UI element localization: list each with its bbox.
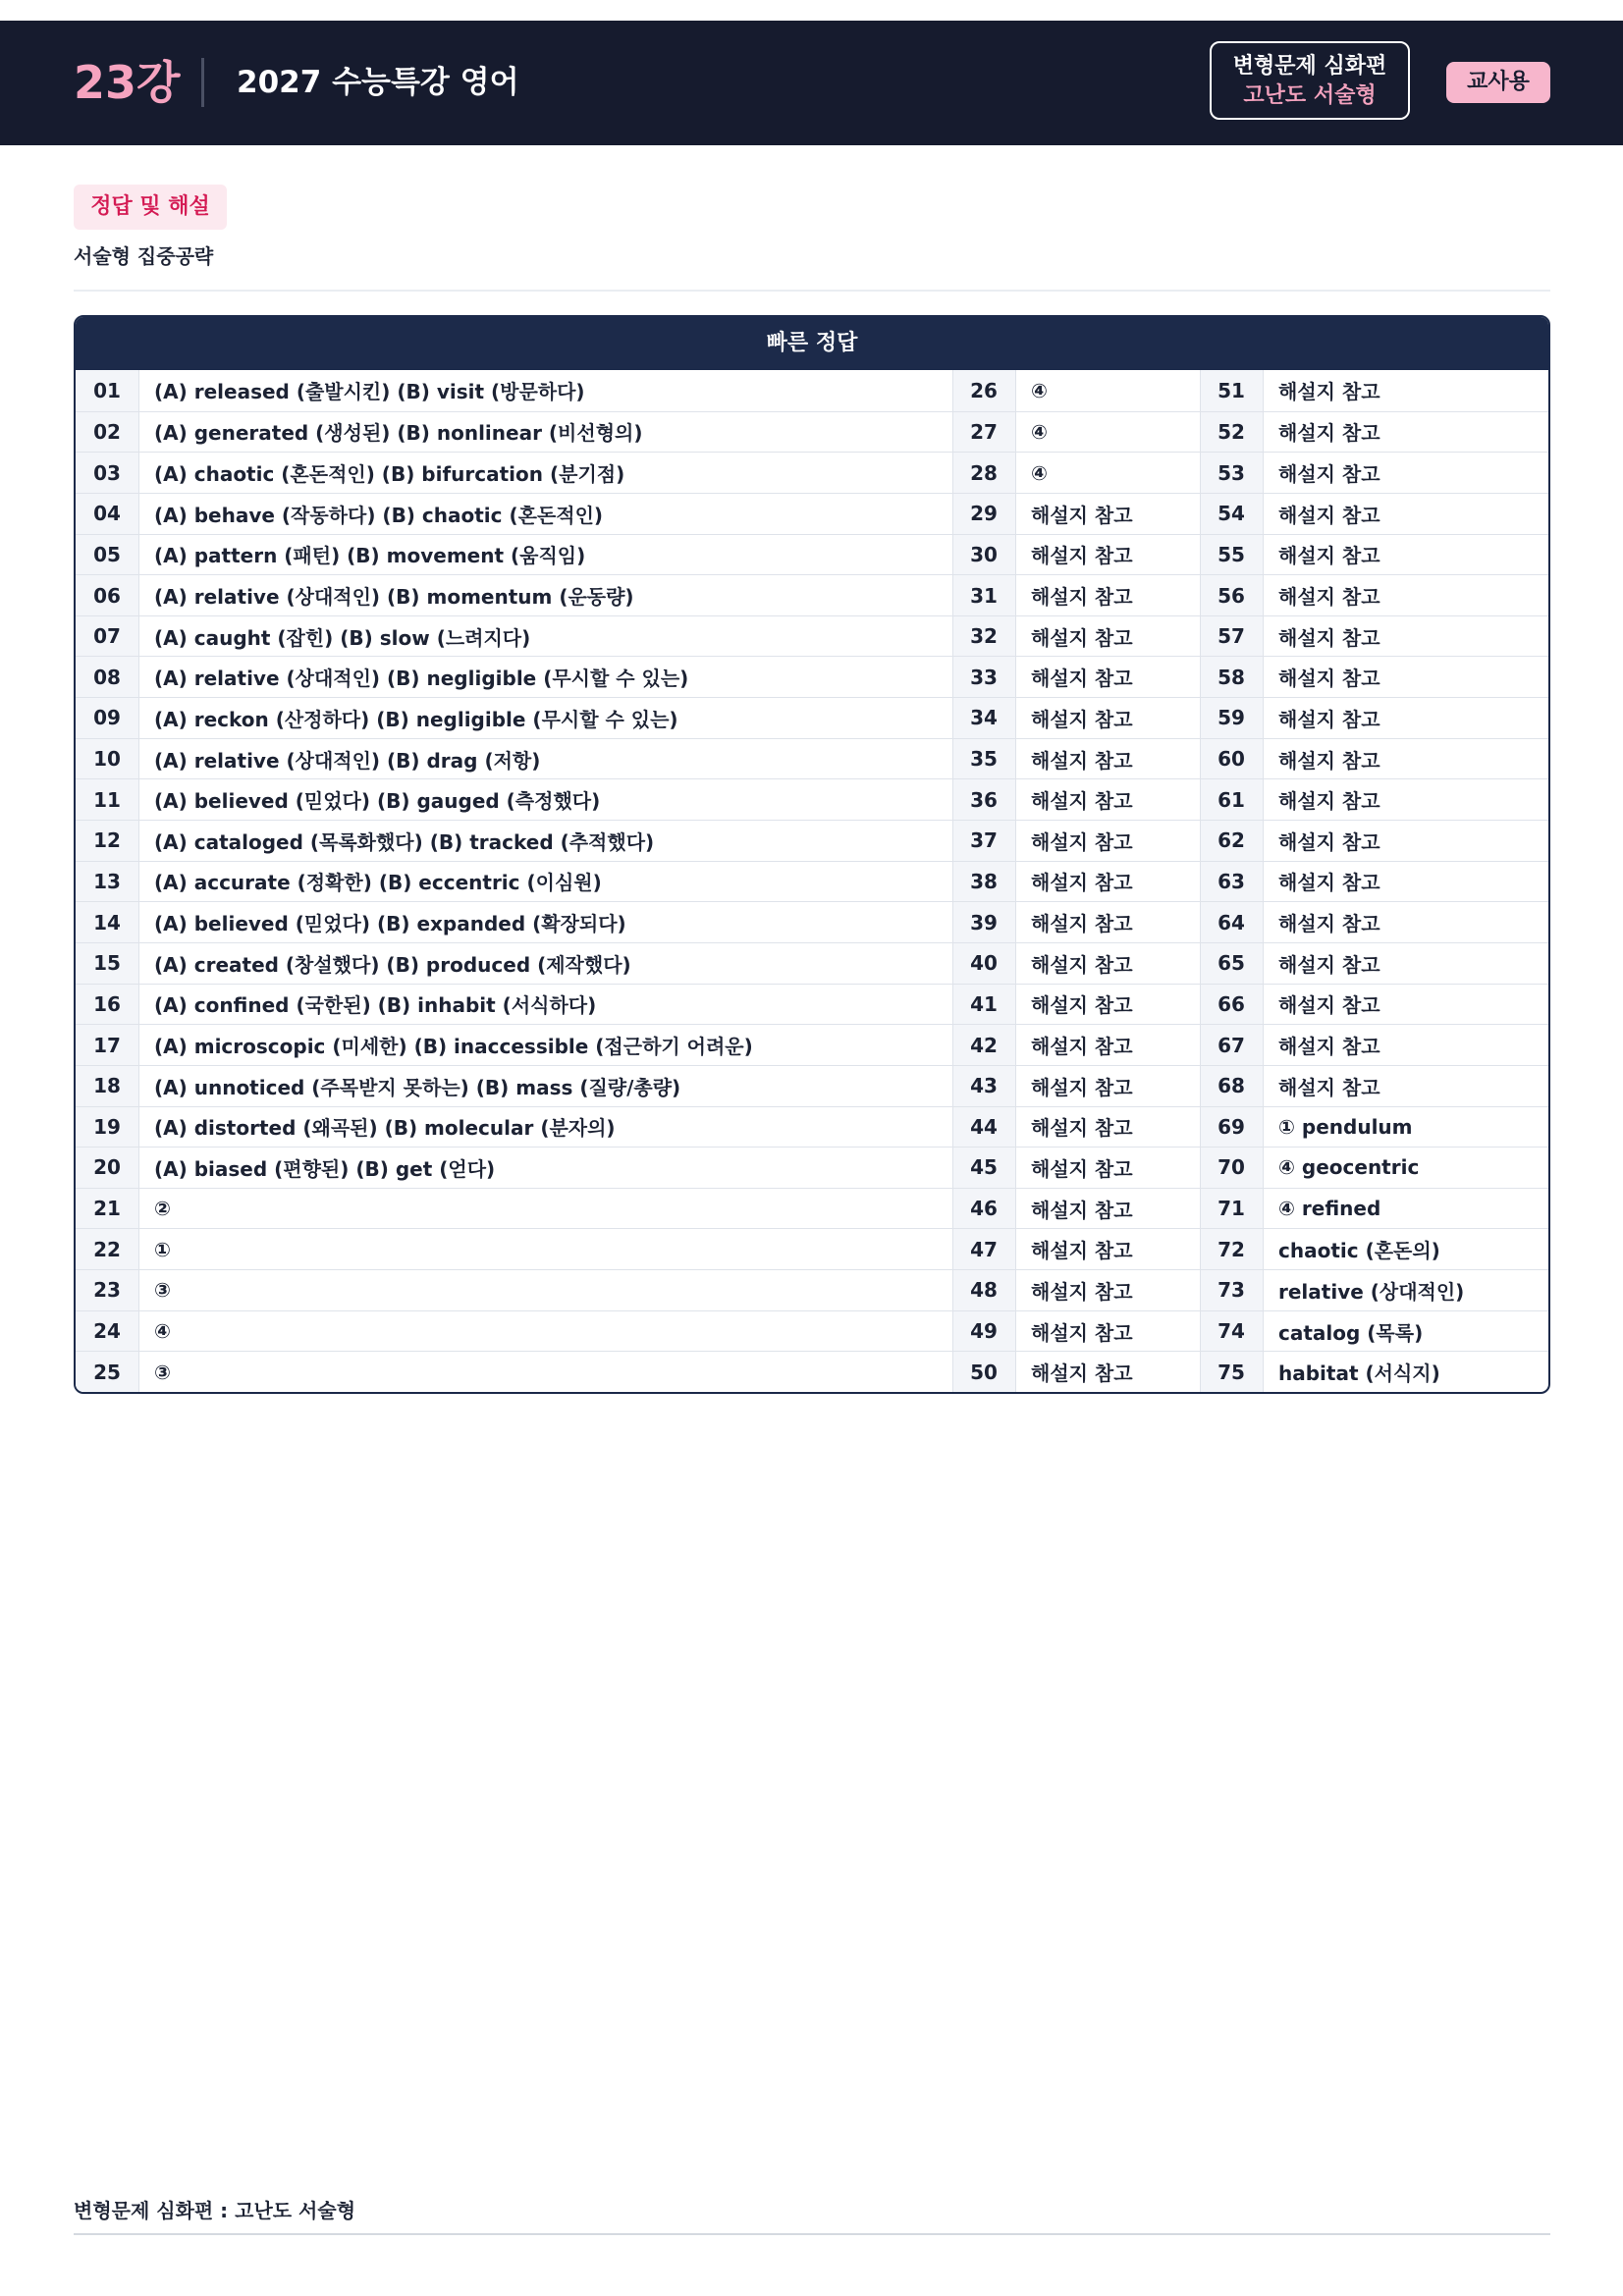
question-number: 05	[93, 542, 121, 566]
answer-text: 해설지 참고	[1278, 1075, 1380, 1099]
answer-text: 해설지 참고	[1031, 1116, 1133, 1141]
answer-text: 해설지 참고	[1031, 1320, 1133, 1345]
answer-text: ① pendulum	[1278, 1114, 1413, 1139]
answer-text: 해설지 참고	[1278, 912, 1380, 936]
question-number: 33	[970, 665, 998, 689]
question-number: 40	[970, 951, 998, 976]
table-row	[76, 1228, 1548, 1269]
table-row	[76, 942, 1548, 984]
question-number: 34	[970, 706, 998, 730]
question-number: 67	[1217, 1033, 1245, 1057]
question-number: 18	[93, 1074, 121, 1098]
question-number: 14	[93, 910, 121, 934]
question-number: 13	[93, 869, 121, 893]
question-number: 71	[1217, 1197, 1245, 1221]
answer-text: ④ refined	[1278, 1197, 1381, 1221]
answer-text: ③	[154, 1360, 171, 1384]
answer-text: 해설지 참고	[1278, 1035, 1380, 1059]
answer-text: 해설지 참고	[1031, 503, 1133, 527]
table-row	[76, 370, 1548, 411]
question-number: 37	[970, 828, 998, 853]
question-number: 01	[93, 378, 121, 402]
answer-text: ②	[154, 1197, 171, 1221]
section-tag: 정답 및 해설	[74, 185, 227, 230]
table-row	[76, 738, 1548, 779]
question-number: 04	[93, 502, 121, 526]
question-number: 10	[93, 747, 121, 772]
table-row	[76, 452, 1548, 493]
footer-divider	[74, 2233, 1550, 2235]
course-title: 2027 수능특강 영어	[237, 65, 519, 100]
answer-text: (A) generated (생성된) (B) nonlinear (비선형의)	[154, 421, 643, 446]
header-divider	[201, 58, 204, 107]
question-number: 38	[970, 869, 998, 893]
table-row	[76, 615, 1548, 657]
answer-text: (A) distorted (왜곡된) (B) molecular (분자의)	[154, 1116, 616, 1141]
question-number: 35	[970, 747, 998, 772]
table-row	[76, 1351, 1548, 1392]
question-number: 16	[93, 991, 121, 1016]
question-number: 75	[1217, 1360, 1245, 1384]
answer-text: (A) relative (상대적인) (B) drag (저항)	[154, 748, 541, 773]
answer-text: 해설지 참고	[1278, 503, 1380, 527]
question-number: 03	[93, 460, 121, 485]
question-number: 55	[1217, 542, 1245, 566]
header-bar	[0, 21, 1623, 145]
answer-text: (A) confined (국한된) (B) inhabit (서식하다)	[154, 993, 597, 1018]
question-number: 47	[970, 1237, 998, 1261]
answer-text: 해설지 참고	[1278, 667, 1380, 691]
answer-text: 해설지 참고	[1278, 421, 1380, 446]
question-number: 12	[93, 828, 121, 853]
question-number: 72	[1217, 1237, 1245, 1261]
answer-text: 해설지 참고	[1031, 1239, 1133, 1263]
question-number: 64	[1217, 910, 1245, 934]
answer-text: 해설지 참고	[1031, 912, 1133, 936]
edition-line-2: 고난도 서술형	[1243, 83, 1377, 108]
answer-text: (A) unnoticed (주목받지 못하는) (B) mass (질량/총량)	[154, 1075, 681, 1099]
question-number: 68	[1217, 1074, 1245, 1098]
answer-text: (A) chaotic (혼돈적인) (B) bifurcation (분기점)	[154, 462, 625, 487]
answer-text: relative (상대적인)	[1278, 1279, 1465, 1304]
table-row	[76, 820, 1548, 861]
question-number: 51	[1217, 378, 1245, 402]
table-row	[76, 697, 1548, 738]
answer-text: 해설지 참고	[1031, 544, 1133, 568]
table-row	[76, 861, 1548, 902]
answer-text: 해설지 참고	[1278, 462, 1380, 487]
answer-text: (A) believed (믿었다) (B) expanded (확장되다)	[154, 912, 626, 936]
question-number: 27	[970, 419, 998, 444]
table-row	[76, 984, 1548, 1025]
table-title: 빠른 정답	[76, 317, 1548, 370]
table-row	[76, 1024, 1548, 1065]
table-row	[76, 493, 1548, 534]
question-number: 17	[93, 1033, 121, 1057]
question-number: 26	[970, 378, 998, 402]
question-number: 25	[93, 1360, 121, 1384]
question-number: 43	[970, 1074, 998, 1098]
question-number: 41	[970, 991, 998, 1016]
question-number: 42	[970, 1033, 998, 1057]
answer-text: chaotic (혼돈의)	[1278, 1239, 1440, 1263]
question-number: 60	[1217, 747, 1245, 772]
answer-text: 해설지 참고	[1278, 585, 1380, 609]
answer-text: 해설지 참고	[1278, 952, 1380, 977]
question-number: 09	[93, 706, 121, 730]
question-number: 56	[1217, 583, 1245, 608]
answer-text: ④	[154, 1319, 171, 1344]
question-number: 08	[93, 665, 121, 689]
answer-text: (A) pattern (패턴) (B) movement (움직임)	[154, 544, 586, 568]
question-number: 50	[970, 1360, 998, 1384]
answer-text: (A) released (출발시킨) (B) visit (방문하다)	[154, 380, 585, 404]
question-number: 74	[1217, 1319, 1245, 1344]
table-row	[76, 656, 1548, 697]
question-number: 48	[970, 1278, 998, 1303]
lesson-number: 23강	[74, 56, 181, 109]
footer-label: 변형문제 심화편 : 고난도 서술형	[74, 2199, 356, 2222]
answer-text: (A) relative (상대적인) (B) negligible (무시할 수 있는)	[154, 667, 689, 691]
question-number: 65	[1217, 951, 1245, 976]
answer-text: 해설지 참고	[1031, 1075, 1133, 1099]
question-number: 70	[1217, 1155, 1245, 1180]
edition-label	[1210, 41, 1410, 120]
table-row	[76, 1065, 1548, 1106]
answer-text: 해설지 참고	[1278, 871, 1380, 895]
question-number: 49	[970, 1319, 998, 1344]
question-number: 24	[93, 1319, 121, 1344]
answer-text: 해설지 참고	[1278, 789, 1380, 814]
question-number: 22	[93, 1237, 121, 1261]
question-number: 73	[1217, 1278, 1245, 1303]
question-number: 15	[93, 951, 121, 976]
question-number: 28	[970, 460, 998, 485]
question-number: 02	[93, 419, 121, 444]
answer-text: 해설지 참고	[1278, 829, 1380, 854]
quick-answer-table	[74, 315, 1550, 1394]
answer-text: 해설지 참고	[1031, 748, 1133, 773]
table-row	[76, 411, 1548, 453]
question-number: 61	[1217, 787, 1245, 812]
question-number: 62	[1217, 828, 1245, 853]
question-number: 46	[970, 1197, 998, 1221]
answer-text: 해설지 참고	[1031, 871, 1133, 895]
answer-text: 해설지 참고	[1031, 667, 1133, 691]
answer-text: ④	[1031, 460, 1048, 485]
answer-text: (A) relative (상대적인) (B) momentum (운동량)	[154, 585, 634, 609]
table-row	[76, 574, 1548, 615]
answer-text: 해설지 참고	[1278, 748, 1380, 773]
question-number: 59	[1217, 706, 1245, 730]
question-number: 32	[970, 624, 998, 649]
answer-text: (A) created (창설했다) (B) produced (제작했다)	[154, 952, 631, 977]
answer-text: (A) microscopic (미세한) (B) inaccessible (접근하기 어려운)	[154, 1035, 753, 1059]
answer-text: 해설지 참고	[1278, 707, 1380, 731]
answer-text: (A) believed (믿었다) (B) gauged (측정했다)	[154, 789, 601, 814]
section-subtitle: 서술형 집중공략	[74, 244, 214, 268]
table-row	[76, 778, 1548, 820]
question-number: 21	[93, 1197, 121, 1221]
answer-text: (A) cataloged (목록화했다) (B) tracked (추적했다)	[154, 829, 655, 854]
answer-text: 해설지 참고	[1031, 1362, 1133, 1386]
question-number: 36	[970, 787, 998, 812]
question-number: 45	[970, 1155, 998, 1180]
question-number: 58	[1217, 665, 1245, 689]
question-number: 52	[1217, 419, 1245, 444]
table-row	[76, 1106, 1548, 1148]
answer-text: 해설지 참고	[1031, 1156, 1133, 1181]
table-row	[76, 1269, 1548, 1310]
question-number: 57	[1217, 624, 1245, 649]
answer-text: 해설지 참고	[1031, 1279, 1133, 1304]
answer-text: (A) reckon (산정하다) (B) negligible (무시할 수 있는)	[154, 707, 678, 731]
table-row	[76, 1310, 1548, 1352]
answer-text: 해설지 참고	[1031, 707, 1133, 731]
answer-text: (A) behave (작동하다) (B) chaotic (혼돈적인)	[154, 503, 604, 527]
answer-text: (A) caught (잡힌) (B) slow (느려지다)	[154, 625, 531, 650]
answer-text: (A) accurate (정확한) (B) eccentric (이심원)	[154, 871, 602, 895]
answer-text: 해설지 참고	[1031, 1035, 1133, 1059]
table-row	[76, 1147, 1548, 1188]
answer-text: (A) biased (편향된) (B) get (얻다)	[154, 1156, 496, 1181]
question-number: 63	[1217, 869, 1245, 893]
edition-line-1: 변형문제 심화편	[1232, 54, 1387, 79]
question-number: 69	[1217, 1114, 1245, 1139]
question-number: 20	[93, 1155, 121, 1180]
question-number: 66	[1217, 991, 1245, 1016]
answer-text: habitat (서식지)	[1278, 1362, 1440, 1386]
question-number: 30	[970, 542, 998, 566]
answer-text: 해설지 참고	[1278, 993, 1380, 1018]
answer-text: 해설지 참고	[1278, 544, 1380, 568]
answer-text: ①	[154, 1237, 171, 1261]
answer-text: ④ geocentric	[1278, 1155, 1420, 1180]
question-number: 19	[93, 1114, 121, 1139]
table-body	[76, 370, 1548, 1392]
answer-text: ④	[1031, 419, 1048, 444]
question-number: 29	[970, 502, 998, 526]
answer-text: 해설지 참고	[1278, 625, 1380, 650]
answer-text: 해설지 참고	[1031, 1198, 1133, 1222]
teacher-badge: 교사용	[1446, 62, 1550, 103]
question-number: 54	[1217, 502, 1245, 526]
answer-text: 해설지 참고	[1278, 380, 1380, 404]
answer-text: ④	[1031, 378, 1048, 402]
question-number: 53	[1217, 460, 1245, 485]
question-number: 11	[93, 787, 121, 812]
question-number: 44	[970, 1114, 998, 1139]
answer-text: 해설지 참고	[1031, 625, 1133, 650]
question-number: 39	[970, 910, 998, 934]
answer-text: 해설지 참고	[1031, 829, 1133, 854]
question-number: 23	[93, 1278, 121, 1303]
table-row	[76, 534, 1548, 575]
question-number: 06	[93, 583, 121, 608]
table-row	[76, 901, 1548, 942]
answer-text: 해설지 참고	[1031, 952, 1133, 977]
table-row	[76, 1188, 1548, 1229]
answer-text: 해설지 참고	[1031, 585, 1133, 609]
answer-text: 해설지 참고	[1031, 789, 1133, 814]
section-divider	[74, 290, 1550, 292]
answer-text: catalog (목록)	[1278, 1320, 1424, 1345]
answer-text: ③	[154, 1278, 171, 1303]
answer-text: 해설지 참고	[1031, 993, 1133, 1018]
question-number: 07	[93, 624, 121, 649]
question-number: 31	[970, 583, 998, 608]
